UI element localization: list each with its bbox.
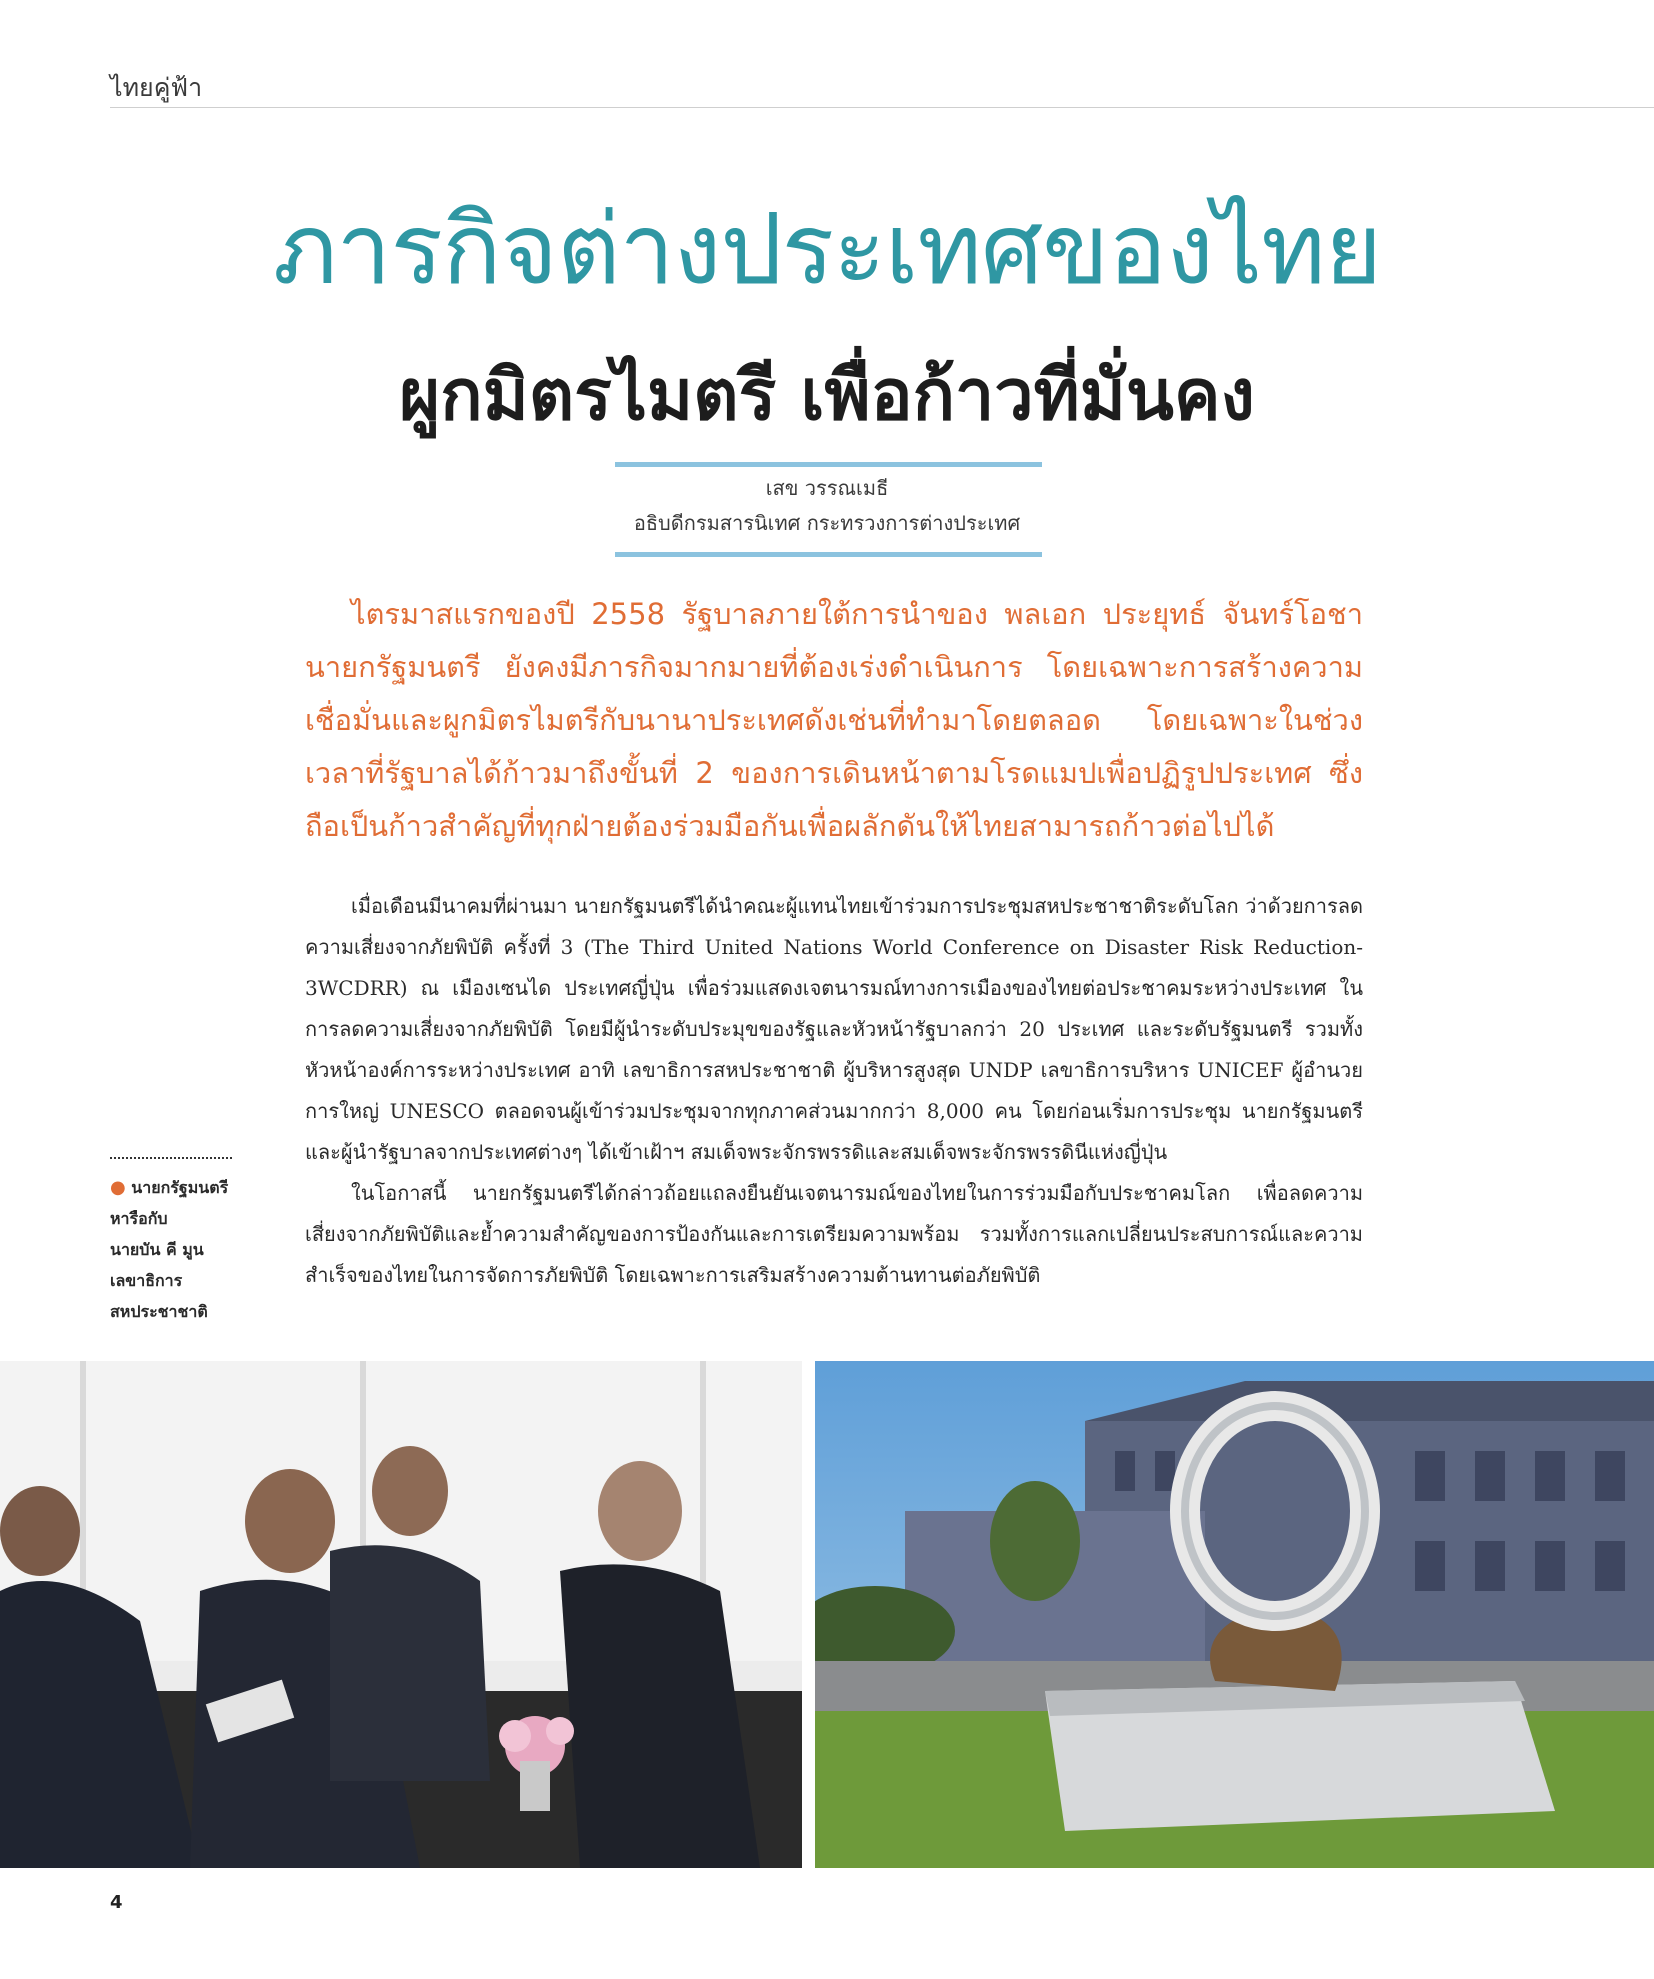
section-label: ไทยคู่ฟ้า — [110, 73, 203, 102]
article-title: ภารกิจต่างประเทศของไทย — [272, 193, 1382, 307]
meeting-photo — [0, 1361, 802, 1868]
caption-line: นายกรัฐมนตรี — [131, 1178, 229, 1197]
header-divider — [110, 107, 1654, 108]
body-paragraph: ในโอกาสนี้ นายกรัฐมนตรีได้กล่าวถ้อยแถลงยืนยันเจตนารมณ์ของไทยในการร่วมมือกับประชาคมโลก เพื่อลดความเสี่ยงจากภัยพิบัติและย้ำความสำคัญของการป้องกันและการเตรียมความพร้อม รวมทั้งการแลกเปลี่ยนประสบการณ์และความสำเร็จของไทยในการจัดการภัยพิบัติ โดยเฉพาะการเสริมสร้างความต้านทานต่อภัยพิบัติ — [305, 1181, 1363, 1287]
bullet-icon: ● — [110, 1177, 126, 1198]
body-paragraph: เมื่อเดือนมีนาคมที่ผ่านมา นายกรัฐมนตรีได้นำคณะผู้แทนไทยเข้าร่วมการประชุมสหประชาชาติระดับโลก ว่าด้วยการลดความเสี่ยงจากภัยพิบัติ ครั้งที่ 3 (The Third United Nations World Conference on Disaster Risk Reduction-3WCDRR) ณ เมืองเซนได ประเทศญี่ปุ่น เพื่อร่วมแสดงเจตนารมณ์ทางการเมืองของไทยต่อประชาคมระหว่างประเทศ ในการลดความเสี่ยงจากภัยพิบัติ โดยมีผู้นำระดับประมุขของรัฐและหัวหน้ารัฐบาลกว่า 20 ประเทศ และระดับรัฐมนตรี รวมทั้งหัวหน้าองค์การระหว่างประเทศ อาทิ เลขาธิการสหประชาชาติ ผู้บริหารสูงสุด UNDP เลขาธิการบริหาร UNICEF ผู้อำนวยการใหญ่ UNESCO ตลอดจนผู้เข้าร่วมประชุมจากทุกภาคส่วนมากกว่า 8,000 คน โดยก่อนเริ่มการประชุม นายกรัฐมนตรีและผู้นำรัฐบาลจากประเทศต่างๆ ได้เข้าเฝ้าฯ สมเด็จพระจักรพรรดิและสมเด็จพระจักรพรรดินีแห่งญี่ปุ่น — [305, 894, 1363, 1164]
caption-line: นายบัน คี มูน — [110, 1240, 204, 1259]
caption-line: สหประชาชาติ — [110, 1302, 208, 1321]
photo-caption — [110, 1172, 260, 1327]
sculpture-photo — [815, 1361, 1654, 1868]
caption-line: หารือกับ — [110, 1209, 168, 1228]
article-subtitle: ผูกมิตรไมตรี เพื่อก้าวที่มั่นคง — [399, 354, 1255, 436]
byline-top-rule — [615, 462, 1042, 467]
page-number: 4 — [110, 1892, 123, 1913]
author-position: อธิบดีกรมสารนิเทศ กระทรวงการต่างประเทศ — [633, 511, 1021, 535]
lead-paragraph: ไตรมาสแรกของปี 2558 รัฐบาลภายใต้การนำของ พลเอก ประยุทธ์ จันทร์โอชา นายกรัฐมนตรี ยังคงมีภารกิจมากมายที่ต้องเร่งดำเนินการ โดยเฉพาะการสร้างความเชื่อมั่นและผูกมิตรไมตรีกับนานาประเทศดังเช่นที่ทำมาโดยตลอด โดยเฉพาะในช่วงเวลาที่รัฐบาลได้ก้าวมาถึงขั้นที่ 2 ของการเดินหน้าตามโรดแมปเพื่อปฏิรูปประเทศ ซึ่งถือเป็นก้าวสำคัญที่ทุกฝ่ายต้องร่วมมือกันเพื่อผลักดันให้ไทยสามารถก้าวต่อไปได้ — [305, 597, 1363, 843]
article-body — [305, 886, 1363, 1296]
byline-bottom-rule — [615, 552, 1042, 557]
author-name: เสข วรรณเมธี — [765, 476, 889, 500]
caption-divider — [110, 1157, 232, 1159]
caption-line: เลขาธิการ — [110, 1271, 183, 1290]
